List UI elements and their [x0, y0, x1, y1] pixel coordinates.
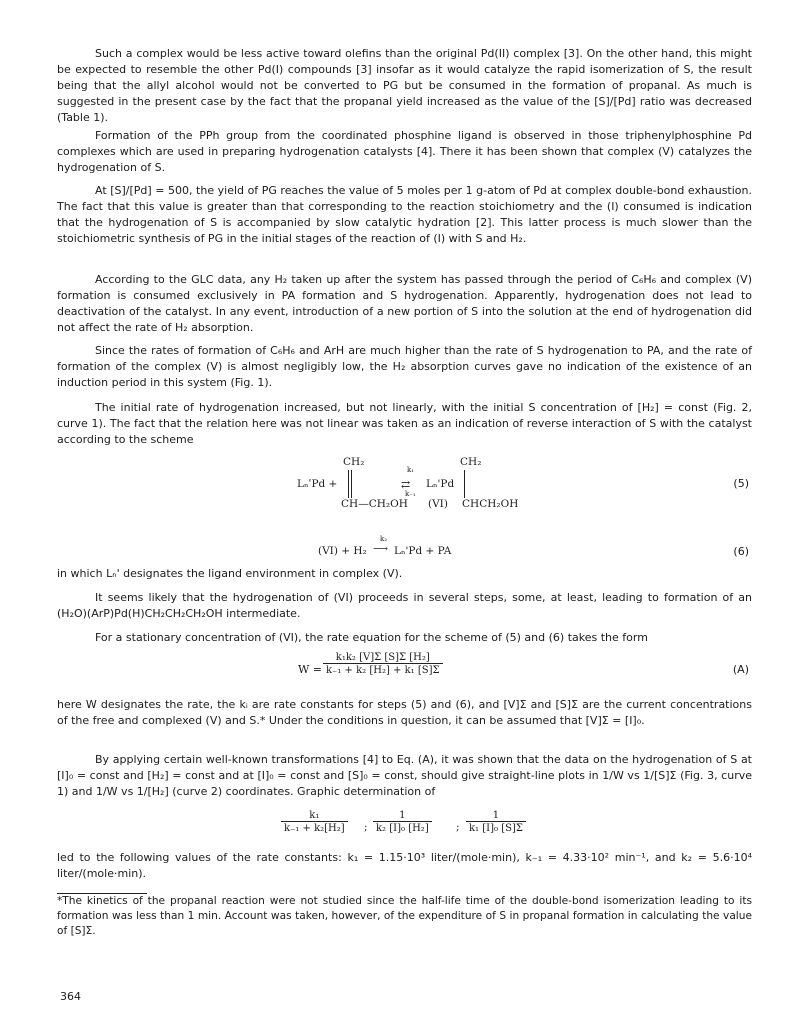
fraction-3-numerator: 1 — [492, 810, 500, 821]
paragraph-12: led to the following values of the rate constants: k₁ = 1.15·10³ liter/(mole·min), k₋₁ = 4.33·10² min⁻¹, and k₂ = 5.6·10⁴ liter/(mole·min). — [57, 851, 752, 880]
paragraph-3: At [S]/[Pd] = 500, the yield of PG reaches the value of 5 moles per 1 g-atom of Pd at complex double-bond exhaustion. The fact that this value is greater than that corresponding to the reaction stoichiometry and the (I) consumed is indication that the hydrogenation of S is accompanied by slow catalytic hydration [2]. This latter process is much slower than the stoichiometric synthesis of PG in the initial stages of the reaction of (I) with S and H₂. — [57, 184, 752, 245]
fraction-separator-1: ; — [364, 821, 368, 833]
equation-a-numerator: k₁k₂ [V]Σ [S]Σ [H₂] — [335, 652, 430, 663]
fraction-2 — [373, 810, 432, 834]
paragraph-4: According to the GLC data, any H₂ taken up after the system has passed through the period of C₆H₆ and complex (V) formation is consumed exclusively in PA formation and S hydrogenation. Apparently, hydrogenation does not lead to deactivation of the catalyst. In any event, introduction of a new portion of S into the solution at the end of hydrogenation did not affect the rate of H₂ absorption. — [57, 273, 752, 334]
scheme6-product: Lₙ'Pd + PA — [394, 545, 452, 557]
fraction-separator-2: ; — [456, 821, 460, 833]
fraction-2-numerator: 1 — [399, 810, 406, 821]
scheme6-reactants: (VI) + H₂ — [318, 545, 367, 557]
scheme5-ch2-right: CH₂ — [460, 456, 482, 468]
scheme5-right-bond — [464, 470, 465, 498]
scheme5-chch2oh: CHCH₂OH — [462, 498, 519, 510]
equation-a-denominator: k₋₁ + k₂ [H₂] + k₁ [S]Σ — [323, 663, 443, 676]
scheme5-ch-bottom: CH—CH₂OH — [341, 498, 408, 510]
scheme5-equilibrium-arrow: ⇄ — [401, 478, 411, 491]
equation-number-a: (A) — [732, 663, 749, 676]
paragraph-2: Formation of the PPh group from the coordinated phosphine ligand is observed in those triphenylphosphine Pd complexes which are used in preparing hydrogenation catalysts [4]. There it has been shown that complex (V) catalyzes the hydrogenation of S. — [57, 129, 752, 174]
paragraph-6: The initial rate of hydrogenation increased, but not linearly, with the initial S concentration of [H₂] = const (Fig. 2, curve 1). The fact that the relation here was not linear was taken as an indication of reverse interaction of S with the catalyst according to the scheme — [57, 401, 752, 446]
scheme5-left: LₙʹPd + — [297, 478, 338, 490]
paragraph-9: For a stationary concentration of (VI), the rate equation for the scheme of (5) and (6) takes the form — [95, 631, 648, 644]
scheme6-k2: k₂ — [380, 535, 388, 543]
scheme5-vi-label: (VI) — [428, 498, 448, 510]
equation-a-lhs: W = — [298, 663, 323, 676]
scheme5-right: Lₙ'Pd — [426, 478, 455, 490]
paragraph-10: here W designates the rate, the kᵢ are rate constants for steps (5) and (6), and [V]Σ and [S]Σ are the current concentrations of the free and complexed (V) and S.* Under the conditions in question, it can be assumed that [V]Σ = [I]₀. — [57, 698, 752, 727]
scheme5-ch2-top: CH₂ — [343, 456, 365, 468]
page-number: 364 — [60, 990, 81, 1003]
paragraph-8: It seems likely that the hydrogenation of (VI) proceeds in several steps, some, at least, leading to formation of an (H₂O)(ArP)Pd(H)CH₂CH₂CH₂OH intermediate. — [57, 591, 752, 620]
paragraph-7: in which Lₙ' designates the ligand environment in complex (V). — [57, 567, 403, 580]
equation-number-6: (6) — [733, 545, 749, 558]
scheme5-double-bond — [348, 470, 349, 498]
scheme6-arrow: ⟶ — [373, 543, 389, 555]
fraction-1-denominator: k₋₁ + k₂[H₂] — [281, 821, 348, 834]
equation-number-5: (5) — [733, 477, 749, 490]
fraction-1 — [281, 810, 348, 834]
paragraph-1: Such a complex would be less active toward olefins than the original Pd(II) complex [3]. On the other hand, this might be expected to resemble the other Pd(I) compounds [3] insofar as it would catalyze the rapid isomerization of S, the result being that the allyl alcohol would not be converted to PG but be consumed in the formation of propanal. As much is suggested in the present case by the fact that the propanal yield increased as the value of the [S]/[Pd] ratio was decreased (Table 1). — [57, 47, 752, 124]
scheme5-k-minus-1: k₋₁ — [405, 490, 416, 498]
equation-a-fraction — [323, 652, 443, 676]
fraction-3-denominator: k₁ [I]₀ [S]Σ — [466, 821, 526, 834]
scheme5-k1: k₁ — [407, 466, 415, 474]
paragraph-5: Since the rates of formation of C₆H₆ and ArH are much higher than the rate of S hydrogenation to PA, and the rate of formation of the complex (V) is almost negligibly low, the H₂ absorption curves gave no indication of the existence of an induction period in this system (Fig. 1). — [57, 344, 752, 389]
scheme5-double-bond-2 — [351, 470, 352, 498]
fraction-3 — [466, 810, 526, 834]
fraction-1-numerator: k₁ — [309, 810, 320, 821]
paragraph-11: By applying certain well-known transformations [4] to Eq. (A), it was shown that the data on the hydrogenation of S at [I]₀ = const and [H₂] = const and at [I]₀ = const and [S]₀ = const, should give straight-line plots in 1/W vs 1/[S]Σ (Fig. 3, curve 1) and 1/W vs 1/[H₂] (curve 2) coordinates. Graphic determination of — [57, 753, 752, 798]
fraction-2-denominator: k₂ [I]₀ [H₂] — [373, 821, 432, 834]
footnote: *The kinetics of the propanal reaction were not studied since the half-life time of the double-bond isomerization leading to its formation was less than 1 min. Account was taken, however, of the expenditure of S in propanal formation in calculating the value of [S]Σ. — [57, 895, 752, 937]
